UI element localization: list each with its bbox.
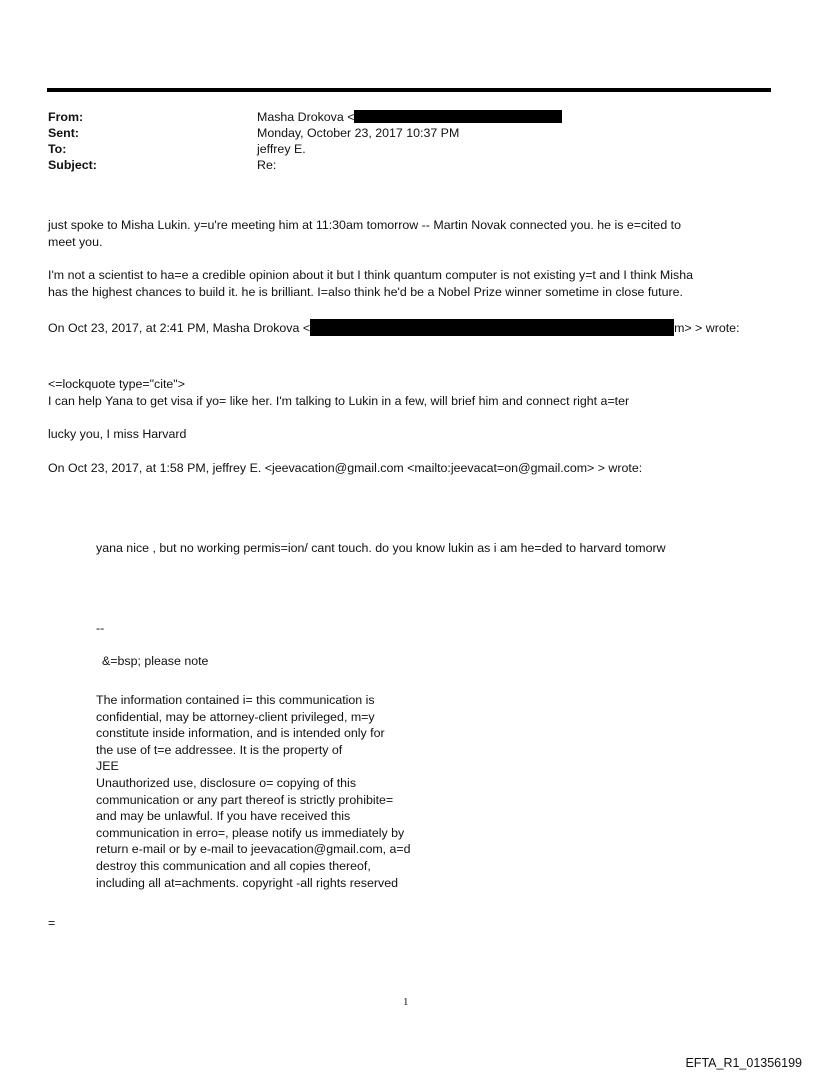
document-id: EFTA_R1_01356199: [685, 1056, 802, 1070]
redaction-box: [310, 319, 674, 336]
quote-header-2: On Oct 23, 2017, at 1:58 PM, jeffrey E. <jeevacation@gmail.com <mailto:jeevacat=on@gmail.com> > wrote:: [48, 461, 643, 475]
sent-value: Monday, October 23, 2017 10:37 PM: [257, 126, 460, 140]
body-paragraph-5: yana nice , but no working permis=ion/ cant touch. do you know lukin as i am he=ded to harvard tomorw: [96, 541, 666, 555]
disclaimer: [96, 692, 411, 891]
to-label: To:: [48, 142, 67, 156]
disclaimer-line: and may be unlawful. If you have received this: [96, 809, 351, 824]
sent-label: Sent:: [48, 126, 79, 140]
quote-header-1: [48, 319, 739, 336]
body-paragraph-4: lucky you, I miss Harvard: [48, 427, 187, 441]
disclaimer-line: destroy this communication and all copies thereof,: [96, 858, 371, 873]
disclaimer-line: including all at=achments. copyright -all rights reserved: [96, 875, 398, 890]
body-paragraph-3: I can help Yana to get visa if yo= like her. I'm talking to Lukin in a few, will brief him and connect right a=ter: [48, 394, 630, 408]
body-paragraph-1-line-1: just spoke to Misha Lukin. y=u're meeting him at 11:30am tomorrow -- Martin Novak connected you. he is e=cited to: [48, 218, 681, 232]
top-rule: [47, 88, 771, 92]
page-number: 1: [403, 996, 409, 1008]
to-value: jeffrey E.: [257, 142, 306, 156]
blockquote-tag: <=lockquote type="cite">: [48, 377, 185, 391]
disclaimer-line: confidential, may be attorney-client privileged, m=y: [96, 709, 375, 724]
subject-value: Re:: [257, 158, 277, 172]
body-paragraph-2-line-2: has the highest chances to build it. he is brilliant. I=also think he'd be a Nobel Prize winner sometime in close future.: [48, 285, 683, 299]
disclaimer-line: communication or any part thereof is strictly prohibite=: [96, 792, 394, 807]
body-paragraph-2-line-1: I'm not a scientist to ha=e a credible opinion about it but I think quantum computer is not existing y=t and I think Misha: [48, 268, 693, 282]
trailing-equals: =: [48, 916, 56, 930]
subject-label: Subject:: [48, 158, 97, 172]
disclaimer-line: JEE: [96, 759, 119, 774]
disclaimer-line: constitute inside information, and is intended only for: [96, 726, 385, 741]
disclaimer-line: the use of t=e addressee. It is the property of: [96, 742, 343, 757]
quote-header-1-text: On Oct 23, 2017, at 2:41 PM, Masha Drokova <: [48, 321, 311, 335]
redaction-box: [354, 110, 562, 123]
quote-header-1-end: m> > wrote:: [674, 321, 740, 335]
disclaimer-line: Unauthorized use, disclosure o= copying of this: [96, 775, 357, 790]
signature-dash: --: [96, 621, 105, 635]
disclaimer-line: communication in erro=, please notify us immediately by: [96, 825, 405, 840]
disclaimer-line: return e-mail or by e-mail to jeevacation@gmail.com, a=d: [96, 842, 411, 857]
from-name: Masha Drokova <: [257, 110, 355, 124]
disclaimer-line: The information contained i= this communication is: [96, 693, 375, 707]
from-value: [257, 110, 562, 124]
from-label: From:: [48, 110, 84, 124]
body-paragraph-1-line-2: meet you.: [48, 235, 103, 249]
please-note: &=bsp; please note: [102, 654, 209, 668]
